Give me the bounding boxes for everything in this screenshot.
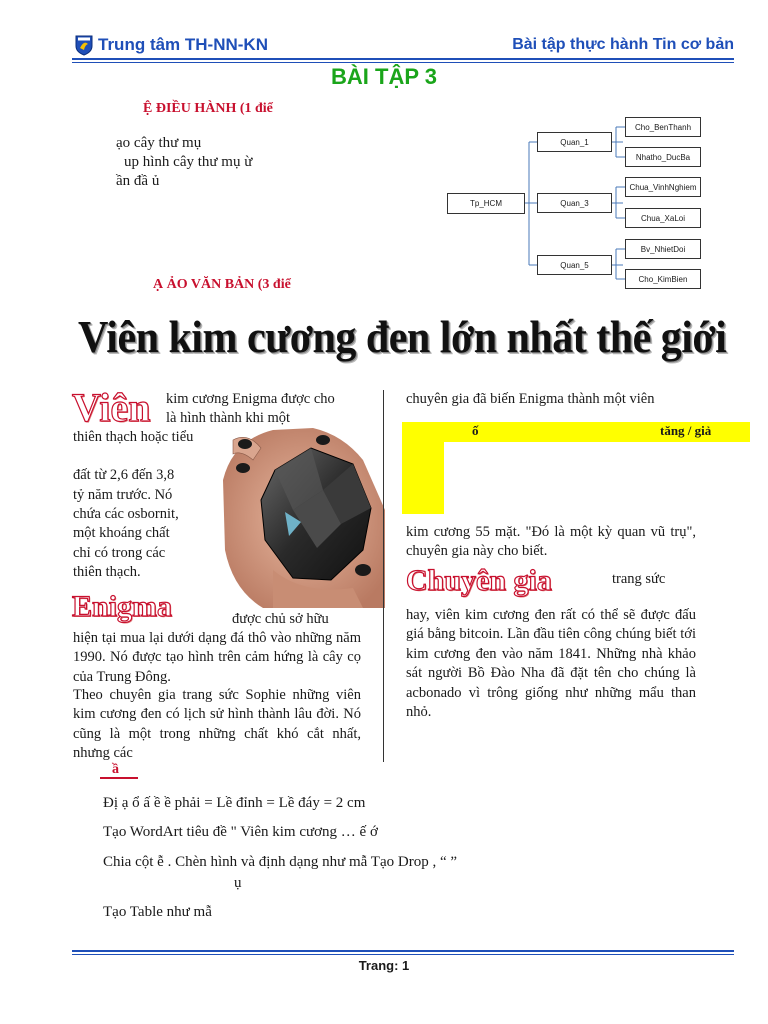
header-rule [72, 58, 734, 63]
col1-line: chỉ có trong các [73, 545, 166, 561]
col1-line: kim cương Enigma được cho [166, 391, 335, 407]
page-number: Trang: 1 [358, 958, 410, 973]
tree-node-level2: Cho_BenThanh [625, 117, 701, 137]
tree-node-level1: Quan_3 [537, 193, 612, 213]
table-header-left: ố [472, 423, 479, 438]
header-left [74, 34, 268, 56]
tree-node-level2: Nhatho_DucBa [625, 147, 701, 167]
col1-line: thiên thạch. [73, 564, 141, 580]
col1-line: chứa các osbornit, [73, 506, 179, 522]
black-diamond-image [213, 420, 385, 608]
requirements-underline [100, 777, 138, 779]
col1-line: một khoáng chất [73, 525, 170, 541]
section1-line-3: ần đầ ủ [116, 173, 160, 189]
col1-line: là hình thành khi một [166, 410, 291, 426]
footer-rule [72, 950, 734, 955]
page-title: BÀI TẬP 3 [331, 64, 437, 89]
folder-tree-diagram [445, 115, 705, 295]
task-1: Đị ạ ổ ấ ề ề phải = Lề đỉnh = Lề đáy = 2 cm [103, 795, 366, 811]
section1-line-1: ạo cây thư mụ [116, 135, 202, 151]
tree-node-level2: Chua_XaLoi [625, 208, 701, 228]
drop-cap-chuyen-gia: Chuyên gia [406, 564, 552, 597]
tree-node-level1: Quan_5 [537, 255, 612, 275]
section1-heading: Ệ ĐIỀU HÀNH (1 điể [143, 101, 273, 116]
drop-cap-vien: Viên [72, 385, 151, 430]
price-table-header [402, 422, 750, 442]
col2-paragraph: hay, viên kim cương đen rất có thể sẽ được đấu giá bằng bitcoin. Lần đầu tiên công chúng biết tới kim cương đen vào năm 1841. Những nhà khảo sát người Bồ Đào Nha đã đặt tên cho chúng là acbonado vì trông giống như những mẩu than nhỏ. [406, 607, 696, 721]
task-3: Chia cột ễ . Chèn hình và định dạng như mẫ Tạo Drop , “ ” [103, 854, 458, 870]
requirements-heading: ầ [112, 762, 119, 777]
col2-line: chuyên gia đã biến Enigma thành một viên [406, 391, 655, 407]
col1-paragraph: hiện tại mua lại dưới dạng đá thô vào những năm 1990. Nó được tạo hình trên cảm hứng là cây cọ của Trung Đông. [73, 630, 361, 685]
col1-line: tỷ năm trước. Nó [73, 487, 173, 503]
task-4: Tạo Table như mẫ [103, 904, 212, 920]
col2-line: trang sức [612, 571, 666, 587]
tree-node-level2: Bv_NhietDoi [625, 239, 701, 259]
col2-paragraph: kim cương 55 mặt. "Đó là một kỳ quan vũ trụ", chuyên gia này cho biết. [406, 524, 696, 560]
center-name: Trung tâm TH-NN-KN [98, 35, 268, 54]
section1-line-2: up hình cây thư mụ ừ [124, 154, 253, 170]
tree-node-root: Tp_HCM [447, 193, 525, 214]
drop-cap-enigma: Enigma [72, 590, 173, 623]
wordart-title: Viên kim cương đen lớn nhất thế giới [78, 313, 727, 363]
col1-line: thiên thạch hoặc tiểu [73, 429, 194, 445]
task-3-continued: ụ [234, 875, 242, 891]
price-table-column [402, 442, 444, 514]
tree-node-level2: Chua_VinhNghiem [625, 177, 701, 197]
col1-line: đất từ 2,6 đến 3,8 [73, 467, 175, 483]
section2-heading: Ạ ẢO VĂN BẢN (3 điể [153, 277, 291, 292]
shield-logo-icon [74, 34, 94, 56]
table-header-right: tăng / giả [660, 423, 712, 438]
col1-line: được chủ sở hữu [232, 611, 329, 627]
task-2: Tạo WordArt tiêu đề " Viên kim cương … ế ớ [103, 824, 378, 840]
col1-paragraph: Theo chuyên gia trang sức Sophie những viên kim cương đen có lịch sử hình thành lâu đời. Nó cũng là một trong những chất khó cắt nhất, nhưng các [73, 687, 361, 762]
tree-node-level1: Quan_1 [537, 132, 612, 152]
header-right: Bài tập thực hành Tin cơ bản [512, 36, 734, 53]
column-divider [383, 390, 384, 762]
tree-node-level2: Cho_KimBien [625, 269, 701, 289]
